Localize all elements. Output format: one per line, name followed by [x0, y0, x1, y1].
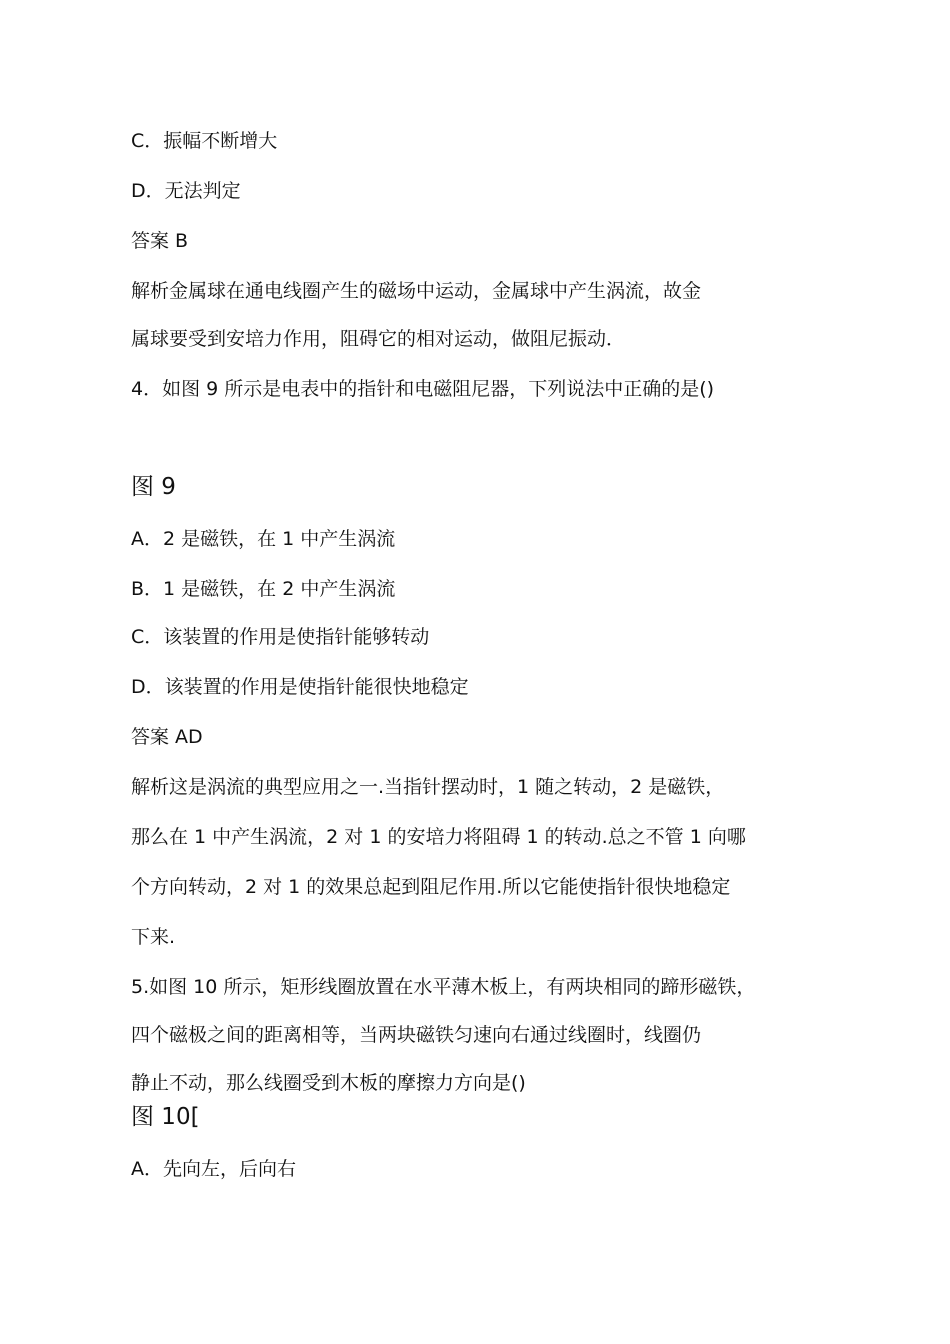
q4-analysis-line-2: 那么在 1 中产生涡流，2 对 1 的安培力将阻碍 1 的转动.总之不管 1 向哪 [131, 826, 746, 848]
q3-analysis-line-2: 属球要受到安培力作用，阻碍它的相对运动，做阻尼振动． [131, 328, 626, 350]
q5-stem-line-2: 四个磁极之间的距离相等，当两块磁铁匀速向右通过线圈时，线圈仍 [131, 1024, 702, 1046]
q5-option-a: A．先向左，后向右 [131, 1158, 296, 1180]
q4-stem: 4．如图 9 所示是电表中的指针和电磁阻尼器，下列说法中正确的是() [131, 378, 715, 400]
q4-answer: 答案 AD [131, 726, 203, 748]
q4-figure-label: 图 9 [131, 474, 176, 500]
q5-stem-line-3: 静止不动，那么线圈受到木板的摩擦力方向是() [131, 1072, 526, 1094]
q3-answer: 答案 B [131, 230, 189, 252]
q4-analysis-line-4: 下来. [131, 926, 176, 948]
q3-analysis-line-1: 解析金属球在通电线圈产生的磁场中运动，金属球中产生涡流，故金 [131, 280, 702, 302]
q3-option-d: D．无法判定 [131, 180, 241, 202]
q5-stem-line-1: 5.如图 10 所示，矩形线圈放置在水平薄木板上，有两块相同的蹄形磁铁， [131, 976, 756, 998]
q3-option-c: C．振幅不断增大 [131, 130, 278, 152]
q4-analysis-line-1: 解析这是涡流的典型应用之一.当指针摆动时，1 随之转动，2 是磁铁， [131, 776, 725, 798]
q4-option-d: D．该装置的作用是使指针能很快地稳定 [131, 676, 469, 698]
q4-analysis-line-3: 个方向转动，2 对 1 的效果总起到阻尼作用.所以它能使指针很快地稳定 [131, 876, 731, 898]
q5-figure-label: 图 10[ [131, 1104, 200, 1130]
q4-option-a: A．2 是磁铁，在 1 中产生涡流 [131, 528, 396, 550]
q4-option-c: C．该装置的作用是使指针能够转动 [131, 626, 430, 648]
q4-option-b: B．1 是磁铁，在 2 中产生涡流 [131, 578, 396, 600]
